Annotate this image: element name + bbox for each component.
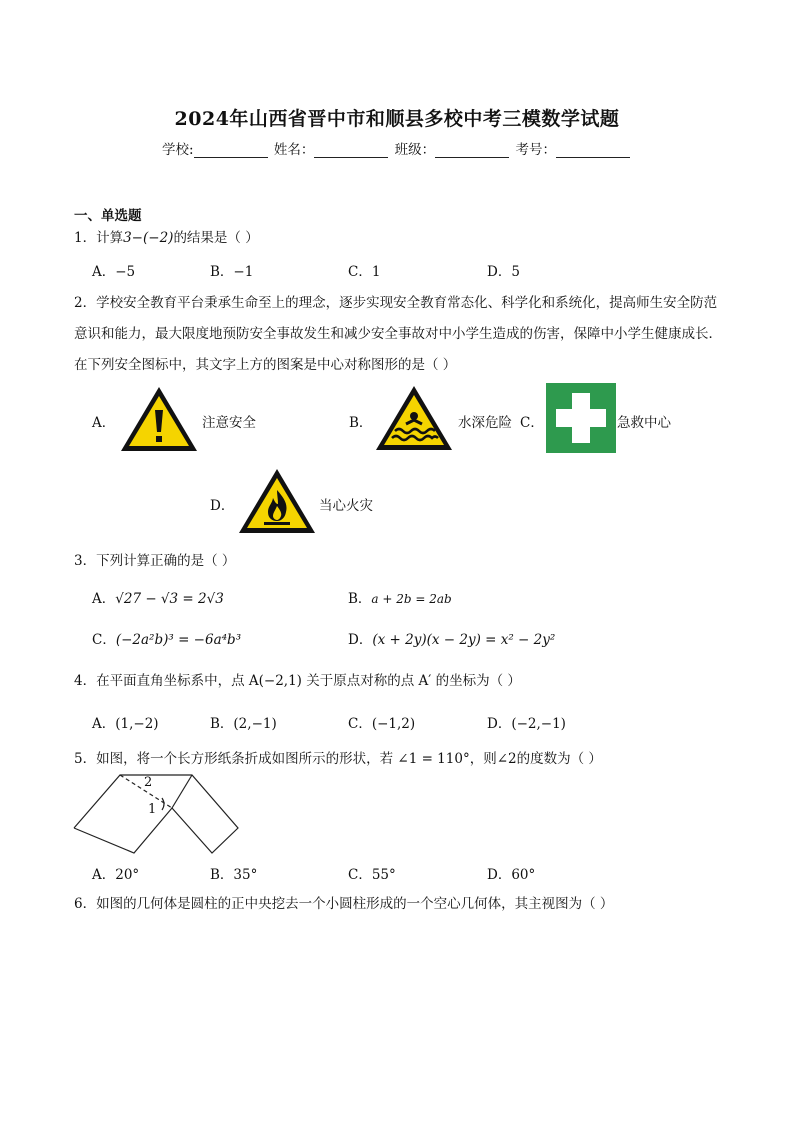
question-2: 2．学校安全教育平台秉承生命至上的理念，逐步实现安全教育常态化、科学化和系统化，提高师生安全防范意识和能力，最大限度地预防安全事故发生和减少安全事故对中小学生造成的伤害，保障中小学生健康成长．在下列安全图标中，其文字上方的图案是中心对称图形的是（ ） [74,295,722,373]
q2-option-b-letter[interactable]: B． [349,415,373,431]
q5-option-a[interactable]: A．20° [92,867,140,883]
q1-prefix: 计算 [96,230,124,246]
q4-option-b[interactable]: B．(2,−1) [210,716,277,732]
q5-option-d[interactable]: D．60° [487,867,536,883]
q2-option-a-caption: 注意安全 [202,415,256,431]
q1-option-b[interactable]: B．−1 [210,264,254,280]
fire-hazard-icon [236,466,318,536]
q3-option-c[interactable] [92,628,241,648]
first-aid-cross-icon [546,383,616,453]
class-blank[interactable] [435,143,509,158]
q3-option-a-expr: √27 − √3 = 2√3 [115,591,224,607]
q3-option-d-expr: (x + 2y)(x − 2y) = x² − 2y² [372,632,556,648]
q1-option-d[interactable]: D．5 [487,264,520,280]
q4-option-a[interactable]: A．(1,−2) [92,716,159,732]
section-title: 一、单选题 [74,208,142,224]
q3-option-b-letter: B． [348,591,372,607]
q2-option-c-caption: 急救中心 [617,415,671,431]
warning-exclamation-icon [118,384,200,454]
q1-option-c[interactable]: C．1 [348,264,381,280]
q5-option-c[interactable]: C．55° [348,867,396,883]
q3-option-d[interactable] [348,628,555,648]
question-4: 4．在平面直角坐标系中，点 A(−2,1) 关于原点对称的点 A′ 的坐标为（ ） [74,673,521,689]
angle-1-label: 1 [148,802,157,817]
student-info-line [0,138,794,158]
q4-option-c[interactable]: C．(−1,2) [348,716,416,732]
q3-option-d-letter: D． [348,632,373,648]
q2-option-b-caption: 水深危险 [458,415,512,431]
q3-option-a[interactable] [92,587,224,607]
q3-option-c-expr: (−2a²b)³ = −6a⁴b³ [115,632,242,648]
page-title: 2024年山西省晋中市和顺县多校中考三模数学试题 [174,108,620,130]
question-6: 6．如图的几何体是圆柱的正中央挖去一个小圆柱形成的一个空心几何体，其主视图为（ ） [74,896,614,912]
q3-option-b-expr: a + 2b = 2ab [371,592,452,606]
name-label: 姓名： [273,142,315,158]
q3-option-b[interactable] [348,587,452,607]
folded-strip-figure [72,770,242,858]
q2-option-c-letter[interactable]: C． [520,415,544,431]
q1-suffix: 的结果是（ ） [173,230,259,246]
angle-2-label: 2 [144,775,153,790]
q3-option-a-letter: A． [92,591,116,607]
q4-option-d[interactable]: D．(−2,−1) [487,716,566,732]
q1-number: 1． [74,230,97,246]
q2-option-a-letter[interactable]: A． [92,415,116,431]
number-label: 考号： [515,142,556,158]
q5-option-b[interactable]: B．35° [210,867,258,883]
class-label: 班级： [394,142,436,158]
q1-expression: 3−(−2) [123,230,174,246]
q3-option-c-letter: C． [92,632,116,648]
number-blank[interactable] [556,143,630,158]
q2-option-d-letter[interactable]: D． [210,498,235,514]
question-5: 5．如图，将一个长方形纸条折成如图所示的形状，若 ∠1 = 110°，则∠2的度数为（ ） [74,751,602,767]
question-1 [74,228,259,248]
name-blank[interactable] [314,143,388,158]
q1-option-a[interactable]: A．−5 [92,264,136,280]
q2-option-d-caption: 当心火灾 [319,498,373,514]
deep-water-icon [373,383,455,453]
school-blank[interactable] [194,143,268,158]
school-label: 学校: [162,142,194,158]
question-3: 3．下列计算正确的是（ ） [74,553,236,569]
